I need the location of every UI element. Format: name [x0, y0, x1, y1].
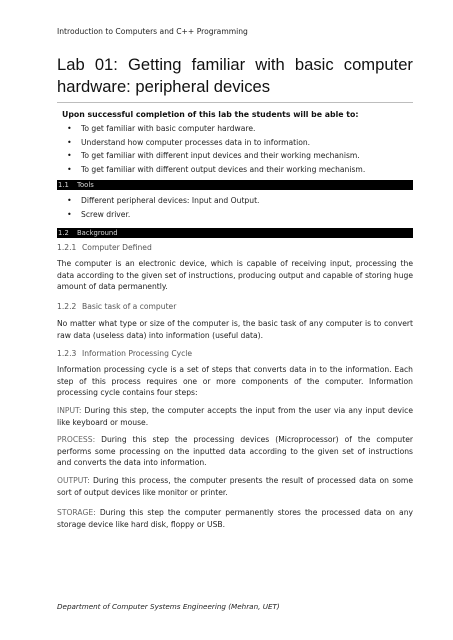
objectives-list — [62, 122, 365, 176]
list-item: • To get familiar with different input devices and their working mechanism. — [62, 149, 365, 163]
running-header: Introduction to Computers and C++ Programming — [57, 27, 248, 36]
tools-list — [62, 194, 259, 221]
page-footer: Department of Computer Systems Engineering (Mehran, UET) — [57, 602, 280, 611]
lab-title — [57, 54, 413, 98]
subsection-title: Information Processing Cycle — [82, 349, 193, 358]
step-term: INPUT: — [57, 406, 82, 415]
step-term: PROCESS: — [57, 435, 96, 444]
step-text: During this process, the computer presents the result of processed data on some sort of output devices like monitor or printer. — [57, 476, 413, 497]
lab-title-line-1 — [57, 54, 413, 76]
step-text: During this step the processing devices (Microprocessor) of the computer performs some processing on the inputted data according to the given set of instructions and converts the data into information. — [57, 435, 413, 468]
list-item: • Screw driver. — [62, 208, 259, 222]
lab-title-word: Getting — [128, 55, 182, 74]
section-heading-background — [57, 228, 413, 238]
lab-title-word: computer — [343, 55, 413, 74]
list-item: • To get familiar with different output devices and their working mechanism. — [62, 163, 365, 177]
paragraph-step-input — [57, 405, 413, 428]
subsection-heading-basic-task — [57, 302, 176, 311]
paragraph-step-output — [57, 475, 413, 498]
lab-title-word: with — [255, 55, 285, 74]
subsection-title: Basic task of a computer — [82, 302, 177, 311]
section-number: 1.1 — [58, 181, 69, 189]
lab-title-word: 01: — [94, 55, 118, 74]
lab-title-line-2: hardware: peripheral devices — [57, 77, 271, 96]
title-divider — [57, 102, 413, 103]
section-title: Tools — [77, 181, 94, 189]
section-number: 1.2 — [58, 229, 69, 237]
lab-title-word: familiar — [191, 55, 246, 74]
step-text: During this step the computer permanently stores the processed data on any storage device like hard disk, floppy or USB. — [57, 508, 413, 529]
objectives-heading: Upon successful completion of this lab the students will be able to: — [62, 110, 359, 119]
paragraph-basic-task: No matter what type or size of the computer is, the basic task of any computer is to convert raw data (useless data) into information (useful data). — [57, 319, 413, 340]
subsection-heading-info-cycle — [57, 349, 192, 358]
section-title: Background — [77, 229, 118, 237]
list-item: • Different peripheral devices: Input and Output. — [62, 194, 259, 208]
step-text: During this step, the computer accepts the input from the user via any input device like keyboard or mouse. — [57, 406, 413, 427]
section-heading-tools — [57, 180, 413, 190]
subsection-heading-computer-defined — [57, 243, 152, 252]
subsection-number: 1.2.2 — [57, 302, 77, 311]
step-term: OUTPUT: — [57, 476, 90, 485]
list-item: • Understand how computer processes data in to information. — [62, 136, 365, 150]
paragraph-step-process — [57, 434, 413, 469]
subsection-number: 1.2.3 — [57, 349, 77, 358]
paragraph-info-cycle: Information processing cycle is a set of steps that converts data in to the information. Each step of this process requires one or more components of the computer. Information processing cycle contains four steps: — [57, 365, 413, 398]
lab-title-word: Lab — [57, 55, 85, 74]
lab-title-word: basic — [294, 55, 334, 74]
list-item: • To get familiar with basic computer hardware. — [62, 122, 365, 136]
subsection-number: 1.2.1 — [57, 243, 77, 252]
paragraph-computer-defined: The computer is an electronic device, which is capable of receiving input, processing the data according to the given set of instructions, producing output and capable of storing huge amount of data permanently. — [57, 259, 413, 292]
paragraph-step-storage — [57, 507, 413, 530]
step-term: STORAGE: — [57, 508, 96, 517]
subsection-title: Computer Defined — [82, 243, 152, 252]
